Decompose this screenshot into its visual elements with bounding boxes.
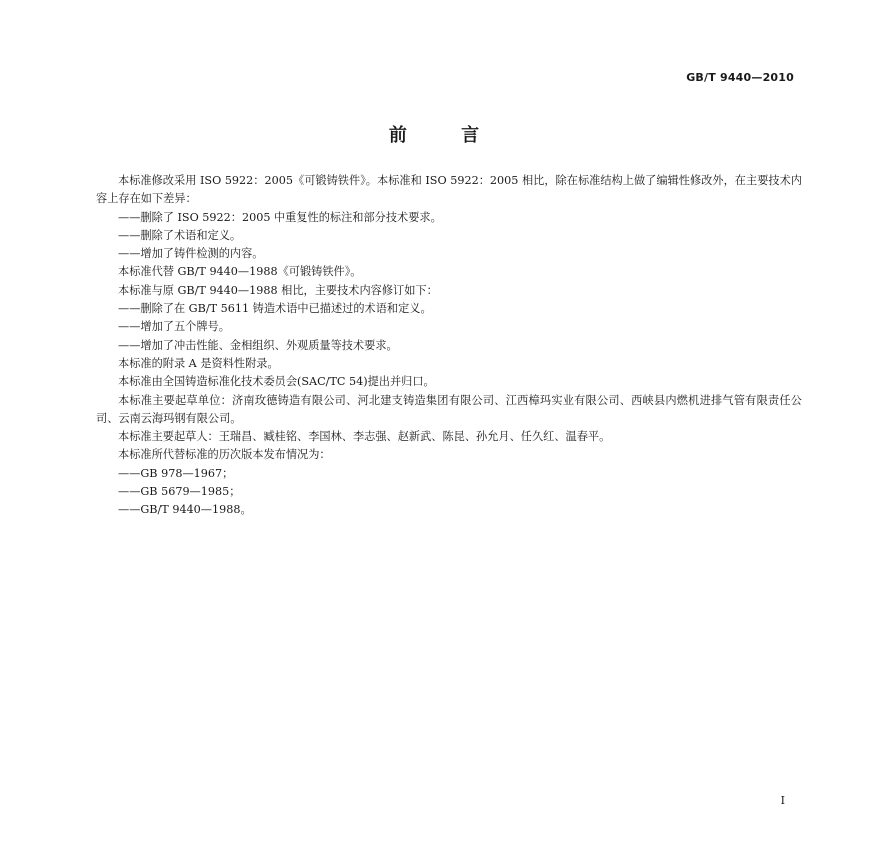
paragraph-drafters: 本标准主要起草人：王瑞昌、臧桂铭、李国林、李志强、赵新武、陈昆、孙允月、任久红、温春平。 xyxy=(118,430,611,444)
paragraph-revisions: 本标准与原 GB/T 9440—1988 相比，主要技术内容修订如下： xyxy=(118,283,438,297)
list-item-revision: ——删除了在 GB/T 5611 铸造术语中已描述过的术语和定义。 xyxy=(118,302,432,316)
paragraph-committee: 本标准由全国铸造标准化技术委员会(SAC/TC 54)提出并归口。 xyxy=(118,375,435,389)
page-number: I xyxy=(780,794,785,807)
page-title: 前 言 xyxy=(388,125,482,146)
paragraph-replaces: 本标准代替 GB/T 9440—1988《可锻铸铁件》。 xyxy=(118,265,362,279)
paragraph-history: 本标准所代替标准的历次版本发布情况为： xyxy=(118,448,331,462)
paragraph-annex: 本标准的附录 A 是资料性附录。 xyxy=(118,356,279,370)
paragraph-adoption: 本标准修改采用 ISO 5922：2005《可锻铸铁件》。本标准和 ISO 5922：2005 相比，除在标准结构上做了编辑性修改外，在主要技术内容上存在如下差异： xyxy=(96,174,802,206)
list-item-revision: ——增加了冲击性能、金相组织、外观质量等技术要求。 xyxy=(118,338,398,352)
standard-code: GB/T 9440—2010 xyxy=(686,71,794,84)
paragraph-drafting-units: 本标准主要起草单位：济南玫德铸造有限公司、河北建支铸造集团有限公司、江西樟玛实业有限公司、西峡县内燃机进排气管有限责任公司、云南云海玛钢有限公司。 xyxy=(96,393,802,425)
list-item-difference: ——删除了术语和定义。 xyxy=(118,228,242,242)
list-item-revision: ——增加了五个牌号。 xyxy=(118,320,230,334)
list-item-history: ——GB 5679—1985； xyxy=(118,485,241,499)
document-body xyxy=(96,172,802,520)
list-item-history: ——GB/T 9440—1988。 xyxy=(118,503,252,517)
list-item-difference: ——增加了铸件检测的内容。 xyxy=(118,247,264,261)
list-item-history: ——GB 978—1967； xyxy=(118,466,234,480)
list-item-difference: ——删除了 ISO 5922：2005 中重复性的标注和部分技术要求。 xyxy=(118,210,442,224)
